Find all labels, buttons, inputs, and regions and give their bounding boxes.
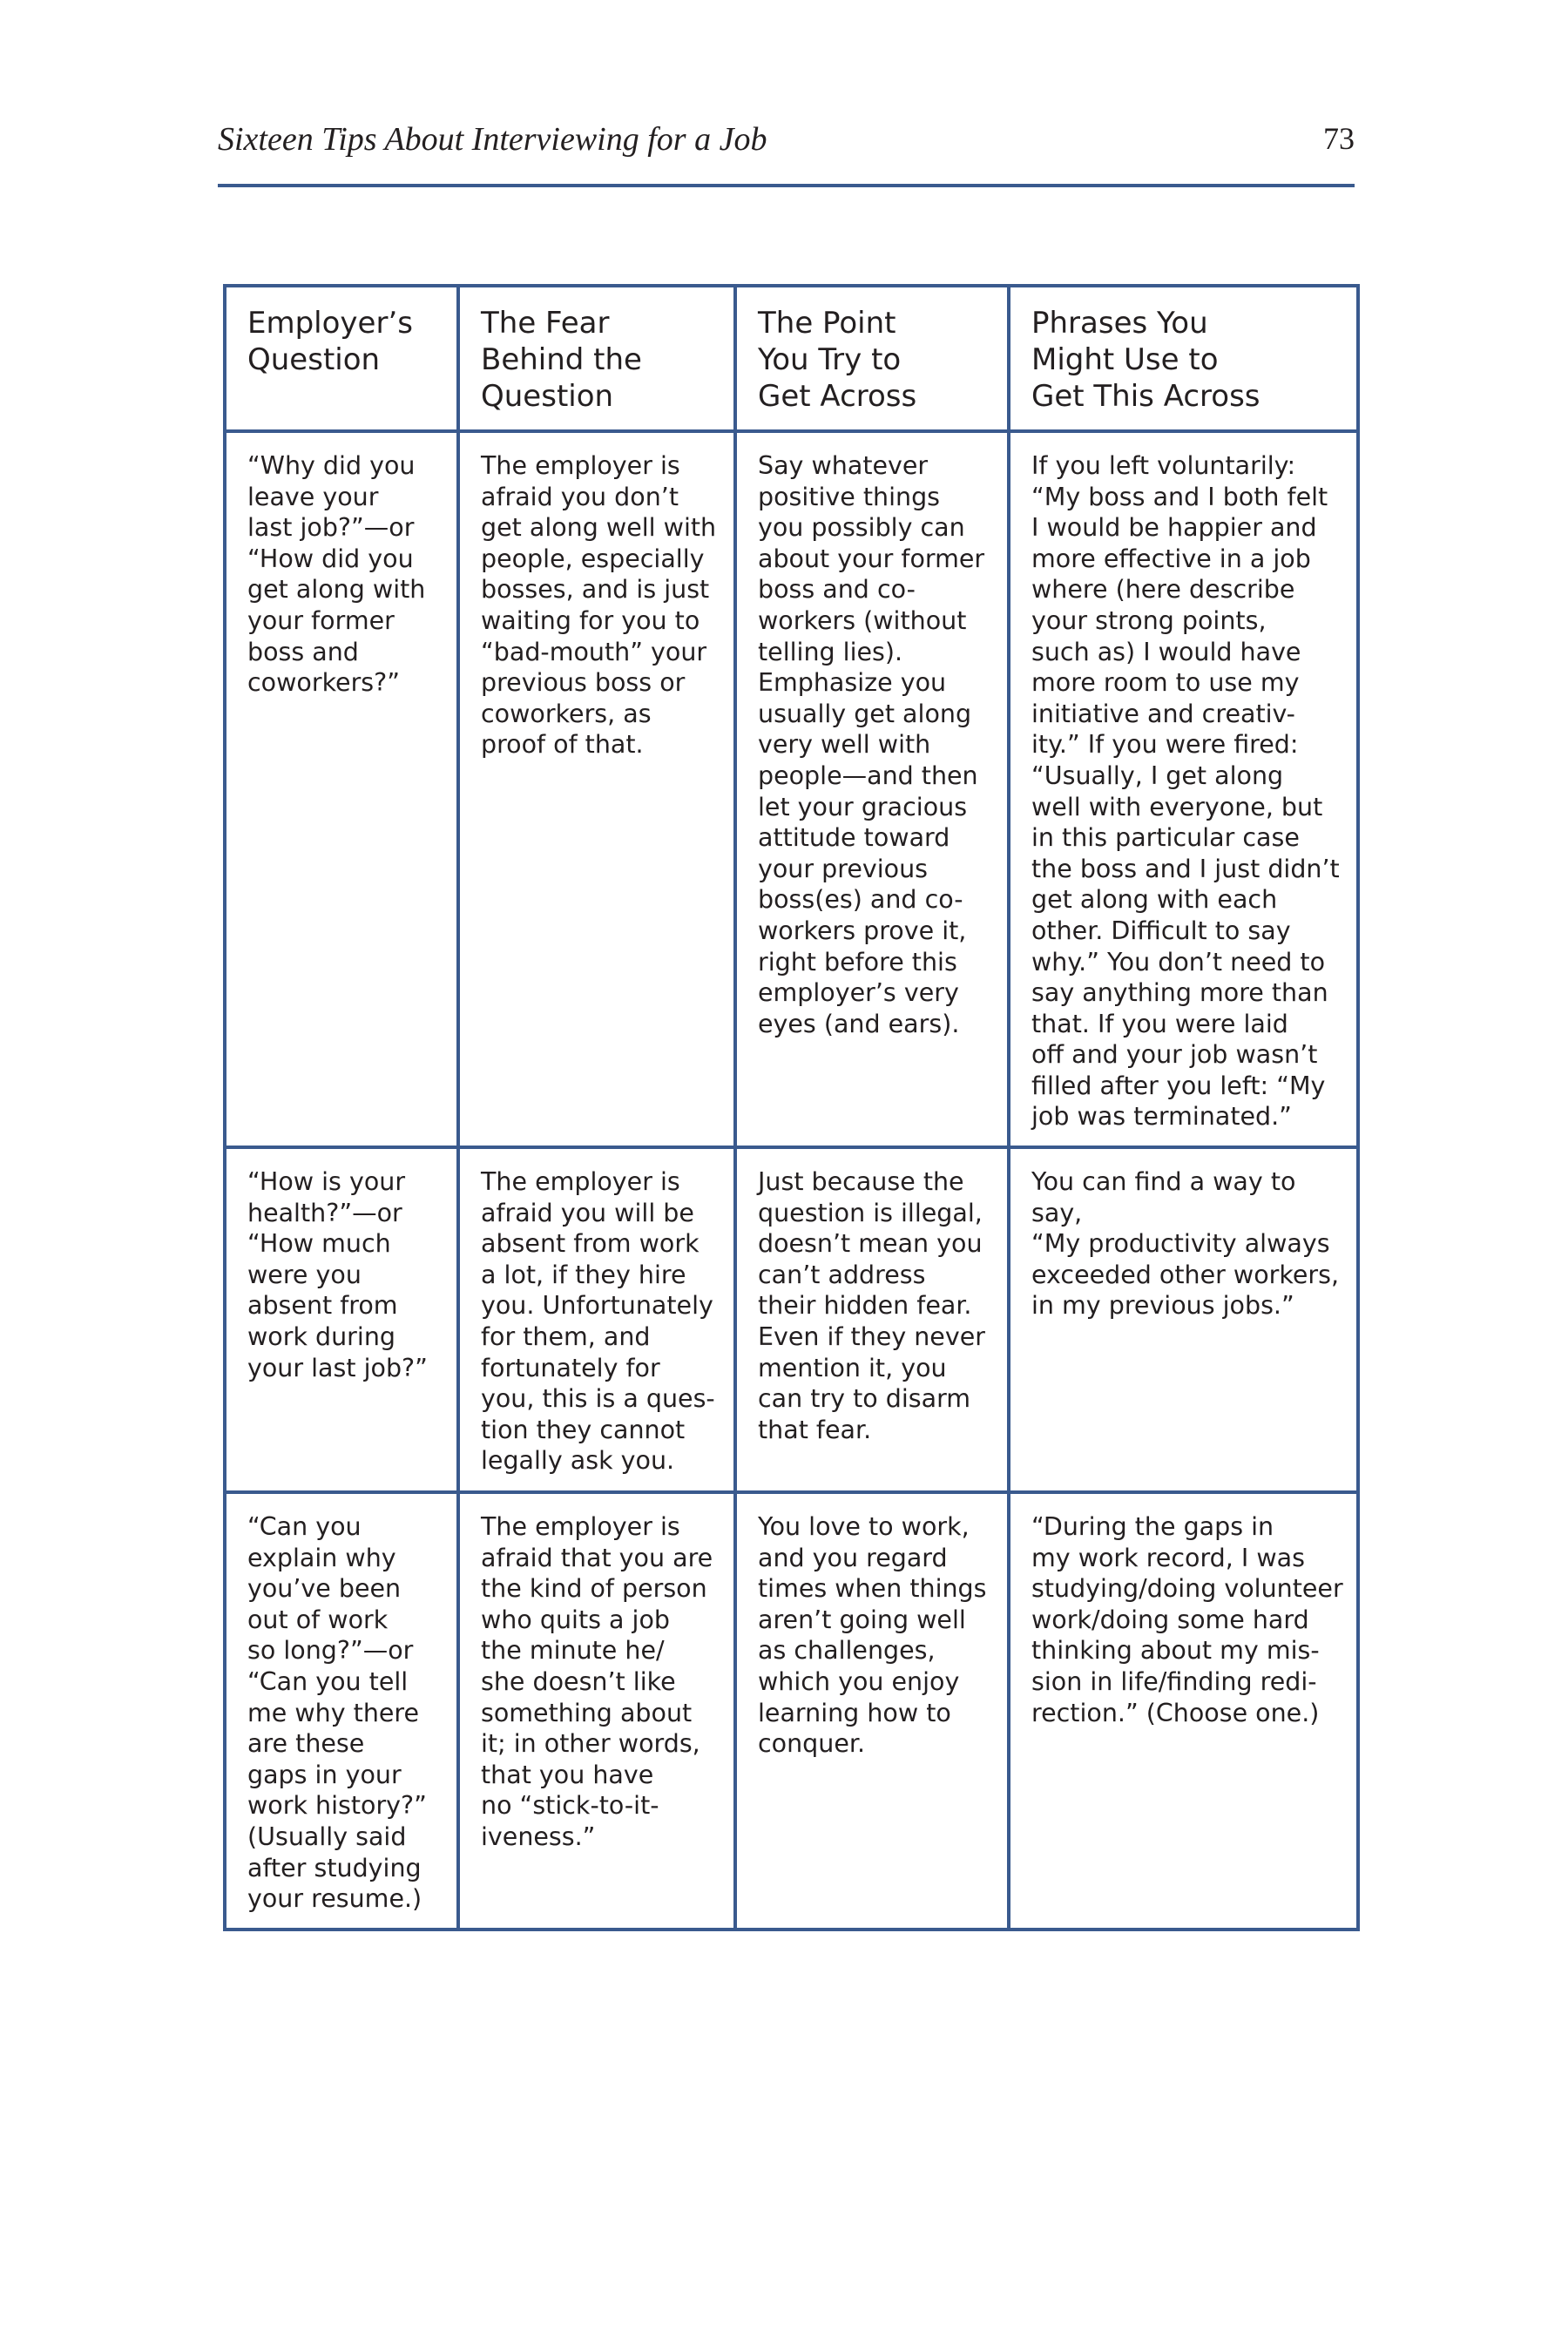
header-phrases-to-use [1009,286,1358,431]
cell-phrases: You can find a way to say, “My productivity always exceeded other workers, in my previous jobs.” [1009,1147,1358,1492]
cell-fear: The employer is afraid that you are the kind of person who quits a job the minute he/ she doesn’t like something about it; in other words, that you have no “stick-to-it- iveness.” [458,1492,735,1930]
cell-fear: The employer is afraid you will be absent from work a lot, if they hire you. Unfortunately for them, and fortunately for you, this is a ques- tion they cannot legally ask you. [458,1147,735,1492]
table-row [225,431,1358,1147]
header-rule [218,184,1355,187]
header-label: Phrases You Might Use to Get This Across [1031,306,1260,414]
cell-phrases: If you left voluntarily: “My boss and I both felt I would be happier and more effective in a job where (here describe your strong points, such as) I would have more room to use my initiative and creativ- ity.” If you were fired: “Usually, I get along well with everyone, but in this particular case the boss and I just didn’t get along with each other. Difficult to say why.” You don’t need to say anything more than that. If you were laid off and your job wasn’t filled after you left: “My job was terminated.” [1009,431,1358,1147]
cell-question: “How is your health?”—or “How much were you absent from work during your last job?” [225,1147,458,1492]
page-number: 73 [1323,121,1355,156]
cell-question: “Why did you leave your last job?”—or “How did you get along with your former boss and coworkers?” [225,431,458,1147]
cell-point: You love to work, and you regard times when things aren’t going well as challenges, which you enjoy learning how to conquer. [735,1492,1009,1930]
header-employers-question [225,286,458,431]
header-label: The Fear Behind the Question [481,306,642,414]
table-row [225,1492,1358,1930]
cell-fear: The employer is afraid you don’t get along well with people, especially bosses, and is just waiting for you to “bad-mouth” your previous boss or coworkers, as proof of that. [458,431,735,1147]
header-label: The Point You Try to Get Across [758,306,917,414]
table-header-row [225,286,1358,431]
header-label: Employer’s Question [247,306,413,377]
cell-question: “Can you explain why you’ve been out of work so long?”—or “Can you tell me why there are these gaps in your work history?” (Usually said after studying your resume.) [225,1492,458,1930]
cell-point: Say whatever positive things you possibly can about your former boss and co- workers (without telling lies). Emphasize you usually get along very well with people—and then let your gracious attitude toward your previous boss(es) and co- workers prove it, right before this employer’s very eyes (and ears). [735,431,1009,1147]
cell-point: Just because the question is illegal, doesn’t mean you can’t address their hidden fear. Even if they never mention it, you can try to disarm that fear. [735,1147,1009,1492]
cell-phrases: “During the gaps in my work record, I was studying/doing volunteer work/doing some hard thinking about my mis- sion in life/finding redi- rection.” (Choose one.) [1009,1492,1358,1930]
header-point-to-get-across [735,286,1009,431]
table-row [225,1147,1358,1492]
interview-tips-table [223,284,1360,1931]
header-fear-behind-question [458,286,735,431]
running-header [218,120,1355,164]
running-title: Sixteen Tips About Interviewing for a Job [218,121,767,158]
